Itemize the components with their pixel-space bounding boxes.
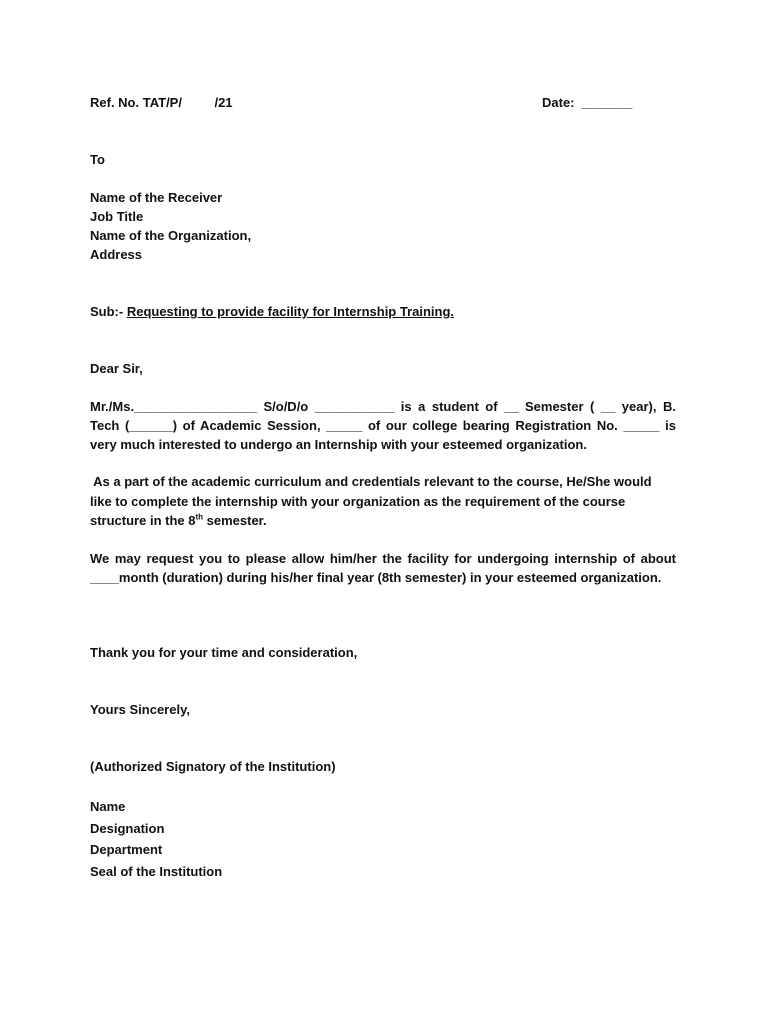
thanks-line: Thank you for your time and consideration,	[90, 645, 358, 660]
paragraph-2-line-1: As a part of the academic curriculum and credentials relevant to the course, He/She would	[90, 474, 652, 489]
institution-seal-label: Seal of the Institution	[90, 864, 223, 879]
date-field: Date: _______	[542, 95, 633, 110]
paragraph-1-line-1: Mr./Ms._________________ S/o/D/o ___________ is a student of __ Semester ( __ year), B.	[90, 399, 676, 414]
paragraph-2-line-3	[90, 511, 267, 530]
paragraph-1-line-2: Tech (______) of Academic Session, _____ of our college bearing Registration No. _____ is	[90, 418, 676, 433]
paragraph-1-line-3: very much interested to undergo an Internship with your esteemed organization.	[90, 437, 587, 452]
paragraph-2-line-2: like to complete the internship with your organization as the requirement of the course	[90, 494, 626, 509]
subject-line	[90, 302, 454, 321]
receiver-job-title: Job Title	[90, 209, 144, 224]
paragraph-2-line-3-after: semester.	[203, 513, 267, 528]
receiver-address: Address	[90, 247, 143, 262]
subject-text: Requesting to provide facility for Internship Training.	[126, 304, 455, 319]
signatory-designation: Designation	[90, 821, 165, 836]
authorized-signatory: (Authorized Signatory of the Institution)	[90, 759, 336, 774]
receiver-organization: Name of the Organization,	[90, 228, 252, 243]
receiver-name: Name of the Receiver	[90, 190, 223, 205]
to-label: To	[90, 152, 105, 167]
paragraph-2-line-3-before: structure in the 8	[90, 513, 196, 528]
paragraph-3-line-2: ____month (duration) during his/her final year (8th semester) in your esteemed organization.	[90, 570, 662, 585]
signatory-department: Department	[90, 842, 163, 857]
reference-number: Ref. No. TAT/P/ /21	[90, 95, 233, 110]
signatory-name: Name	[90, 799, 126, 814]
paragraph-3-line-1: We may request you to please allow him/her the facility for undergoing internship of about	[90, 551, 676, 566]
salutation: Dear Sir,	[90, 361, 143, 376]
subject-prefix: Sub:-	[90, 304, 127, 319]
yours-sincerely: Yours Sincerely,	[90, 702, 190, 717]
ordinal-suffix: th	[195, 512, 204, 522]
